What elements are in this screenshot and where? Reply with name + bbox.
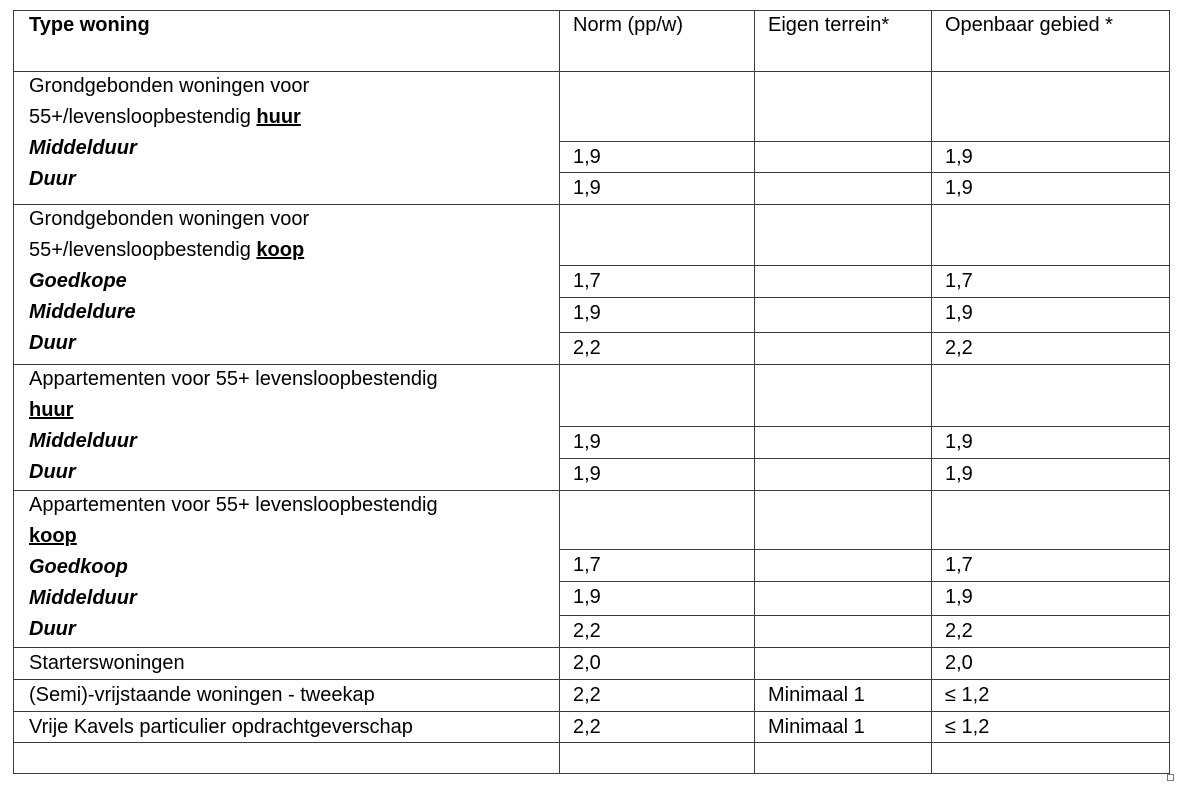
openbaar-gebied-value: 2,2 (945, 620, 973, 642)
table-border (931, 10, 932, 774)
norm-value: 2,2 (573, 337, 601, 359)
table-border (559, 172, 1170, 173)
openbaar-gebied-value: 1,7 (945, 554, 973, 576)
table-border (1169, 10, 1170, 774)
openbaar-gebied-value: 1,9 (945, 146, 973, 168)
eigen-terrein-value: Minimaal 1 (768, 716, 865, 738)
norm-value: 2,0 (573, 652, 601, 674)
table-border (559, 615, 1170, 616)
openbaar-gebied-value: 1,9 (945, 302, 973, 324)
norm-value: 2,2 (573, 716, 601, 738)
price-segment-label: Goedkoop (29, 556, 128, 578)
table-border (559, 581, 1170, 582)
parking-norm-table (13, 10, 1170, 774)
table-border (13, 490, 1170, 491)
norm-value: 1,9 (573, 586, 601, 608)
openbaar-gebied-value: 1,9 (945, 463, 973, 485)
group-title: Appartementen voor 55+ levensloopbestendig (29, 368, 438, 390)
openbaar-gebied-value: 2,2 (945, 337, 973, 359)
group-title: Appartementen voor 55+ levensloopbestendig (29, 494, 438, 516)
norm-value: 1,7 (573, 554, 601, 576)
price-segment-label: Duur (29, 168, 76, 190)
openbaar-gebied-value: 2,0 (945, 652, 973, 674)
group-tenure-type: koop (256, 239, 305, 261)
table-border (754, 10, 755, 774)
header-eigen: Eigen terrein* (768, 14, 890, 36)
price-segment-label: Duur (29, 618, 76, 640)
table-border (13, 742, 1170, 743)
table-border (559, 426, 1170, 427)
openbaar-gebied-value: 1,9 (945, 431, 973, 453)
header-norm: Norm (pp/w) (573, 14, 684, 36)
header-type: Type woning (29, 14, 150, 36)
table-border (559, 549, 1170, 550)
group-title-line (29, 105, 301, 129)
group-tenure-type: huur (256, 106, 301, 128)
housing-type-label: Vrije Kavels particulier opdrachtgeverschap (29, 716, 413, 738)
table-border (559, 10, 560, 774)
price-segment-label: Goedkope (29, 270, 127, 292)
norm-value: 2,2 (573, 620, 601, 642)
housing-type-label: (Semi)-vrijstaande woningen - tweekap (29, 684, 375, 706)
group-title-line (29, 238, 304, 262)
housing-type-label: Starterswoningen (29, 652, 185, 674)
table-end-marker (1167, 774, 1174, 781)
norm-value: 2,2 (573, 684, 601, 706)
price-segment-label: Duur (29, 461, 76, 483)
table-border (13, 10, 14, 774)
group-title-prefix: 55+/levensloopbestendig (29, 239, 257, 261)
table-border (13, 711, 1170, 712)
norm-value: 1,9 (573, 177, 601, 199)
eigen-terrein-value: Minimaal 1 (768, 684, 865, 706)
price-segment-label: Middelduur (29, 137, 137, 159)
norm-value: 1,9 (573, 431, 601, 453)
group-title-prefix: 55+/levensloopbestendig (29, 106, 257, 128)
group-title: Grondgebonden woningen voor (29, 208, 310, 230)
price-segment-label: Middeldure (29, 301, 136, 323)
openbaar-gebied-value: 1,7 (945, 270, 973, 292)
header-openbaar: Openbaar gebied * (945, 14, 1113, 36)
openbaar-gebied-value: ≤ 1,2 (945, 716, 990, 738)
norm-value: 1,7 (573, 270, 601, 292)
openbaar-gebied-value: 1,9 (945, 177, 973, 199)
group-title-line (29, 524, 77, 548)
group-title-line (29, 398, 73, 422)
openbaar-gebied-value: ≤ 1,2 (945, 684, 990, 706)
table-border (559, 265, 1170, 266)
table-border (13, 647, 1170, 648)
table-border (559, 332, 1170, 333)
table-border (13, 679, 1170, 680)
table-border (13, 364, 1170, 365)
table-border (13, 71, 1170, 72)
table-border (559, 297, 1170, 298)
norm-value: 1,9 (573, 463, 601, 485)
price-segment-label: Middelduur (29, 430, 137, 452)
table-border (13, 10, 1170, 11)
group-tenure-type: koop (29, 525, 77, 547)
table-border (13, 773, 1170, 774)
norm-value: 1,9 (573, 146, 601, 168)
norm-value: 1,9 (573, 302, 601, 324)
price-segment-label: Middelduur (29, 587, 137, 609)
group-title: Grondgebonden woningen voor (29, 75, 310, 97)
table-border (559, 141, 1170, 142)
table-border (559, 458, 1170, 459)
table-border (13, 204, 1170, 205)
group-tenure-type: huur (29, 399, 74, 421)
openbaar-gebied-value: 1,9 (945, 586, 973, 608)
price-segment-label: Duur (29, 332, 76, 354)
